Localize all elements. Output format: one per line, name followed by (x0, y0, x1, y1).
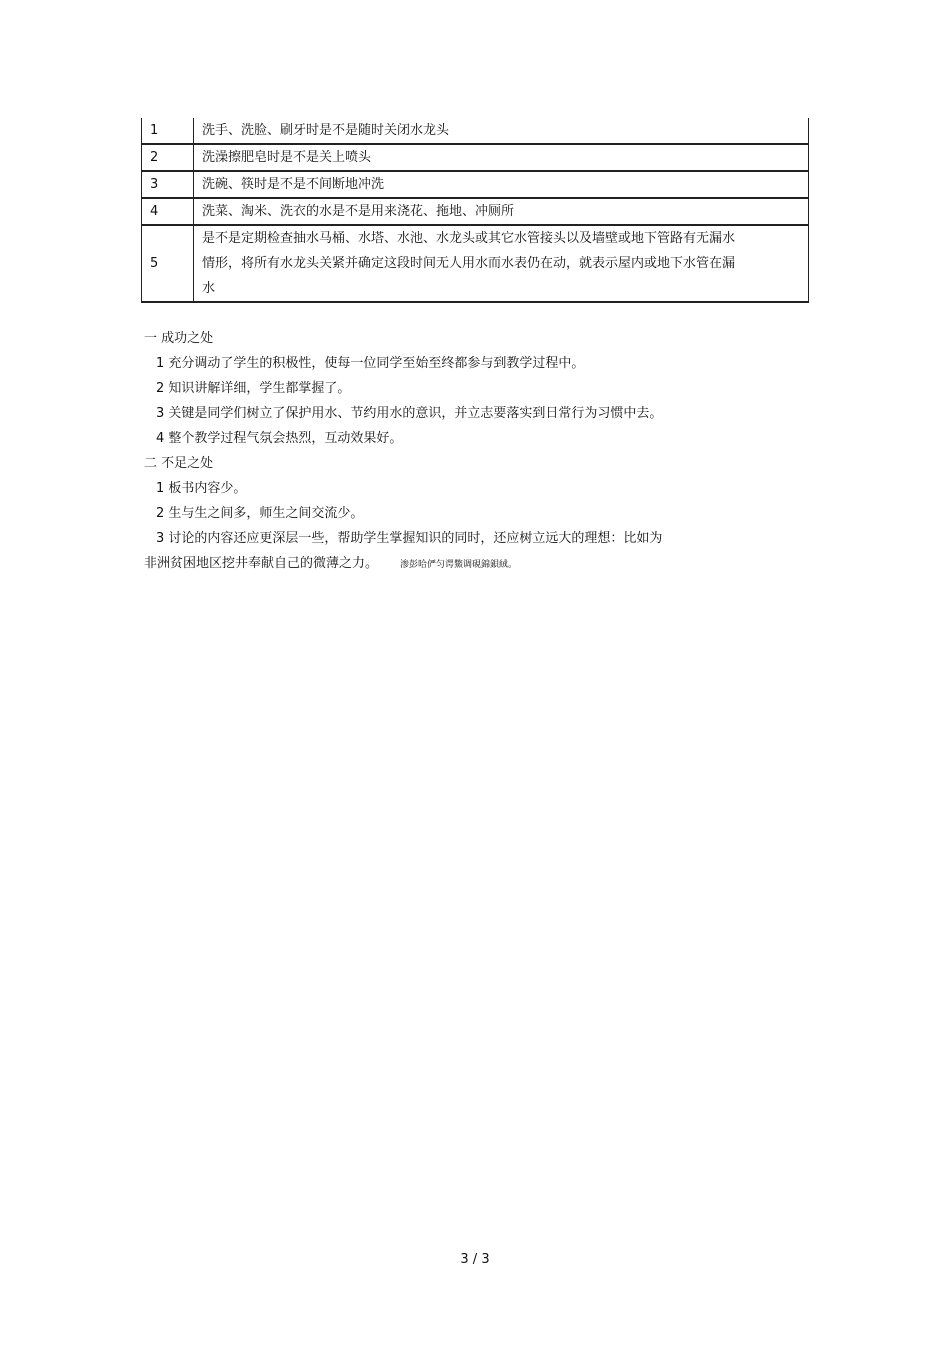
water-saving-checklist-table (141, 118, 809, 303)
row-number: 3 (142, 171, 194, 198)
table-row (142, 144, 809, 171)
row-text: 是不是定期检查抽水马桶、水塔、水池、水龙头或其它水管接头以及墙壁或地下管路有无漏水情形，将所有水龙头关紧并确定这段时间无人用水而水表仍在动，就表示屋内或地下水管在漏水 (202, 231, 736, 296)
row-number: 1 (142, 118, 194, 144)
shortcoming-point-continuation (144, 551, 744, 578)
row-text: 洗碗、筷时是不是不间断地冲洗 (194, 171, 809, 198)
success-point: 2 知识讲解详细，学生都掌握了。 (156, 381, 351, 396)
success-heading: 一 成功之处 (144, 331, 214, 346)
garbled-text: 渗彭哈俨匀谔鱉调硯錦鋇絨。 (400, 560, 518, 570)
shortcoming-point (144, 526, 744, 578)
table-row (142, 225, 809, 302)
row-number: 2 (142, 144, 194, 171)
row-text: 洗菜、淘米、洗衣的水是不是用来浇花、拖地、冲厕所 (194, 198, 809, 225)
row-number: 4 (142, 198, 194, 225)
shortcoming-point-line: 3 讨论的内容还应更深层一些，帮助学生掌握知识的同时，还应树立远大的理想：比如为 (156, 531, 663, 546)
page-number: 3 / 3 (460, 1252, 490, 1267)
table-row (142, 198, 809, 225)
table-row (142, 118, 809, 144)
shortcoming-point: 1 板书内容少。 (156, 481, 247, 496)
row-number: 5 (142, 225, 194, 302)
table-row (142, 171, 809, 198)
success-point: 1 充分调动了学生的积极性，使每一位同学至始至终都参与到教学过程中。 (156, 356, 585, 371)
teaching-reflection (144, 326, 744, 578)
row-text: 洗手、洗脸、刷牙时是不是随时关闭水龙头 (194, 118, 809, 144)
success-point: 4 整个教学过程气氛会热烈，互动效果好。 (156, 431, 403, 446)
shortcoming-heading: 二 不足之处 (144, 456, 214, 471)
row-text-cell (194, 225, 809, 302)
row-text: 洗澡擦肥皂时是不是关上喷头 (194, 144, 809, 171)
success-point: 3 关键是同学们树立了保护用水、节约用水的意识，并立志要落实到日常行为习惯中去。 (156, 406, 663, 421)
shortcoming-point-line: 非洲贫困地区挖井奉献自己的微薄之力。 (144, 556, 379, 571)
shortcoming-point: 2 生与生之间多，师生之间交流少。 (156, 506, 364, 521)
